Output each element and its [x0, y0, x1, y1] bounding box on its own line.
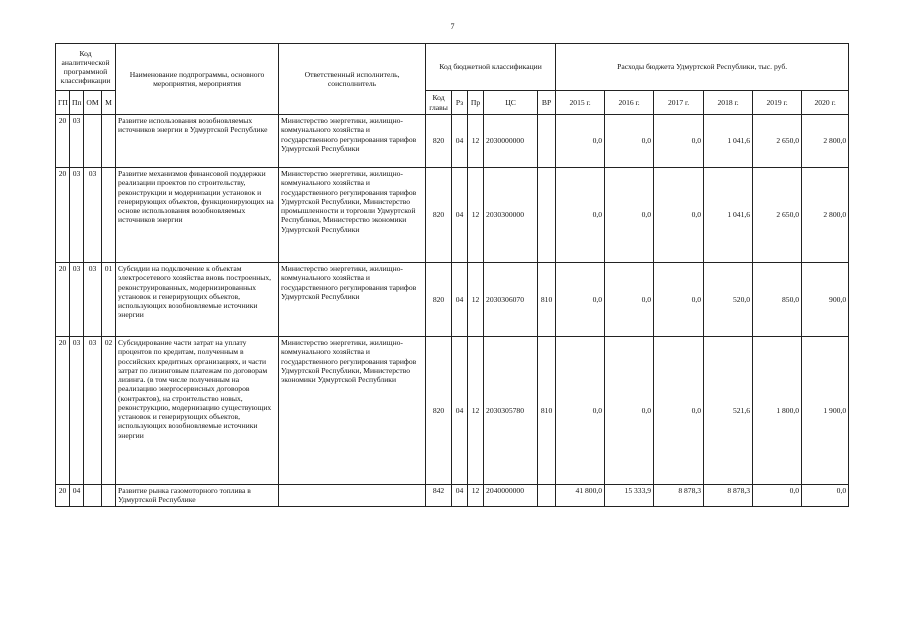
header-om: ОМ	[84, 91, 102, 115]
table-row	[56, 485, 849, 507]
cell-om	[84, 115, 102, 168]
header-vr: ВР	[538, 91, 556, 115]
cell-pp: 03	[70, 115, 84, 168]
cell-2015: 41 800,0	[556, 485, 605, 507]
cell-2018: 521,6	[704, 337, 753, 485]
cell-rz: 04	[452, 337, 468, 485]
cell-2019: 850,0	[753, 263, 802, 337]
header-expenses: Расходы бюджета Удмуртской Республики, тыс. руб.	[556, 44, 849, 91]
header-pp: Пп	[70, 91, 84, 115]
page-number: 7	[450, 22, 455, 31]
header-year-2015: 2015 г.	[556, 91, 605, 115]
header-year-2020: 2020 г.	[802, 91, 849, 115]
table-row	[56, 115, 849, 168]
table-row	[56, 168, 849, 263]
table-row	[56, 263, 849, 337]
cell-gp: 20	[56, 485, 70, 507]
cell-2019: 0,0	[753, 485, 802, 507]
cell-pr: 12	[468, 263, 484, 337]
cell-2015: 0,0	[556, 337, 605, 485]
cell-executor: Министерство энергетики, жилищно-коммунального хозяйства и государственного регулирования тарифов Удмуртской Республики	[279, 115, 426, 168]
cell-2017: 0,0	[654, 115, 704, 168]
header-rz: Рз	[452, 91, 468, 115]
cell-m	[102, 485, 116, 507]
cell-2019: 1 800,0	[753, 337, 802, 485]
cell-cs: 2040000000	[484, 485, 538, 507]
cell-m: 01	[102, 263, 116, 337]
cell-rz: 04	[452, 485, 468, 507]
cell-2018: 1 041,6	[704, 168, 753, 263]
cell-name: Развитие механизмов финансовой поддержки реализации проектов по строительству, реконструкции и модернизации установок и генерирующих объектов, функционирующих на основе использования возобновляемых источников энергии	[116, 168, 279, 263]
cell-vr: 810	[538, 337, 556, 485]
cell-name: Развитие использования возобновляемых источников энергии в Удмуртской Республике	[116, 115, 279, 168]
cell-2017: 8 878,3	[654, 485, 704, 507]
cell-2017: 0,0	[654, 168, 704, 263]
cell-pp: 03	[70, 337, 84, 485]
cell-gp: 20	[56, 168, 70, 263]
cell-kod-glavy: 820	[426, 115, 452, 168]
cell-cs: 2030306070	[484, 263, 538, 337]
cell-2020: 900,0	[802, 263, 849, 337]
cell-2015: 0,0	[556, 115, 605, 168]
cell-2015: 0,0	[556, 168, 605, 263]
cell-2016: 0,0	[605, 337, 654, 485]
cell-2015: 0,0	[556, 263, 605, 337]
cell-2018: 520,0	[704, 263, 753, 337]
cell-2016: 0,0	[605, 168, 654, 263]
header-pr: Пр	[468, 91, 484, 115]
cell-kod-glavy: 820	[426, 168, 452, 263]
cell-2016: 0,0	[605, 115, 654, 168]
cell-executor: Министерство энергетики, жилищно-коммунального хозяйства и государственного регулирования тарифов Удмуртской Республики, Министерство экономики Удмуртской Республики	[279, 337, 426, 485]
cell-gp: 20	[56, 337, 70, 485]
cell-2020: 0,0	[802, 485, 849, 507]
cell-pr: 12	[468, 115, 484, 168]
header-code-group: Код аналитической программной классификации	[56, 44, 116, 91]
cell-2019: 2 650,0	[753, 115, 802, 168]
cell-name: Субсидирование части затрат на уплату процентов по кредитам, полученным в российских кредитных организациях, и части затрат по лизинговым платежам по договорам лизинга. (в том числе полученным на реализацию энергосервисных договоров (контрактов), на строительство новых, реконструкцию, модернизацию существующих установок и генерирующих объектов, использующих возобновляемые источники энергии	[116, 337, 279, 485]
cell-2016: 15 333,9	[605, 485, 654, 507]
header-gp: ГП	[56, 91, 70, 115]
cell-2017: 0,0	[654, 263, 704, 337]
cell-kod-glavy: 842	[426, 485, 452, 507]
cell-name: Субсидии на подключение к объектам электросетевого хозяйства вновь построенных, реконструированных, модернизированных установок и генерирующих объектов, использующих возобновляемые источники энергии	[116, 263, 279, 337]
cell-2017: 0,0	[654, 337, 704, 485]
header-name: Наименование подпрограммы, основного мероприятия, мероприятия	[116, 44, 279, 115]
cell-vr	[538, 485, 556, 507]
cell-om: 03	[84, 263, 102, 337]
cell-pp: 03	[70, 168, 84, 263]
cell-om	[84, 485, 102, 507]
budget-table	[55, 43, 849, 507]
cell-kod-glavy: 820	[426, 263, 452, 337]
header-cs: ЦС	[484, 91, 538, 115]
cell-om: 03	[84, 168, 102, 263]
cell-pr: 12	[468, 168, 484, 263]
cell-2018: 1 041,6	[704, 115, 753, 168]
header-budget-code: Код бюджетной классификации	[426, 44, 556, 91]
cell-cs: 2030305780	[484, 337, 538, 485]
cell-m	[102, 115, 116, 168]
cell-executor: Министерство энергетики, жилищно-коммунального хозяйства и государственного регулирования тарифов Удмуртской Республики	[279, 263, 426, 337]
header-year-2017: 2017 г.	[654, 91, 704, 115]
cell-pp: 03	[70, 263, 84, 337]
cell-kod-glavy: 820	[426, 337, 452, 485]
cell-name: Развитие рынка газомоторного топлива в Удмуртской Республике	[116, 485, 279, 507]
cell-2020: 1 900,0	[802, 337, 849, 485]
header-m: М	[102, 91, 116, 115]
header-year-2019: 2019 г.	[753, 91, 802, 115]
cell-vr	[538, 168, 556, 263]
cell-2016: 0,0	[605, 263, 654, 337]
cell-vr: 810	[538, 263, 556, 337]
cell-pr: 12	[468, 485, 484, 507]
cell-rz: 04	[452, 263, 468, 337]
header-executor: Ответственный исполнитель, соисполнитель	[279, 44, 426, 115]
cell-om: 03	[84, 337, 102, 485]
cell-m: 02	[102, 337, 116, 485]
header-year-2018: 2018 г.	[704, 91, 753, 115]
cell-pr: 12	[468, 337, 484, 485]
cell-rz: 04	[452, 168, 468, 263]
cell-gp: 20	[56, 263, 70, 337]
cell-executor: Министерство энергетики, жилищно-коммунального хозяйства и государственного регулирования тарифов Удмуртской Республики, Министерство промышленности и торговли Удмуртской Республики, Министерство экономики Удмуртской Республики	[279, 168, 426, 263]
cell-2019: 2 650,0	[753, 168, 802, 263]
cell-cs: 2030300000	[484, 168, 538, 263]
cell-gp: 20	[56, 115, 70, 168]
cell-m	[102, 168, 116, 263]
table-row	[56, 337, 849, 485]
cell-cs: 2030000000	[484, 115, 538, 168]
cell-pp: 04	[70, 485, 84, 507]
cell-vr	[538, 115, 556, 168]
header-year-2016: 2016 г.	[605, 91, 654, 115]
cell-2020: 2 800,0	[802, 115, 849, 168]
cell-executor	[279, 485, 426, 507]
header-kod-glavy: Код главы	[426, 91, 452, 115]
cell-2018: 8 878,3	[704, 485, 753, 507]
cell-2020: 2 800,0	[802, 168, 849, 263]
cell-rz: 04	[452, 115, 468, 168]
